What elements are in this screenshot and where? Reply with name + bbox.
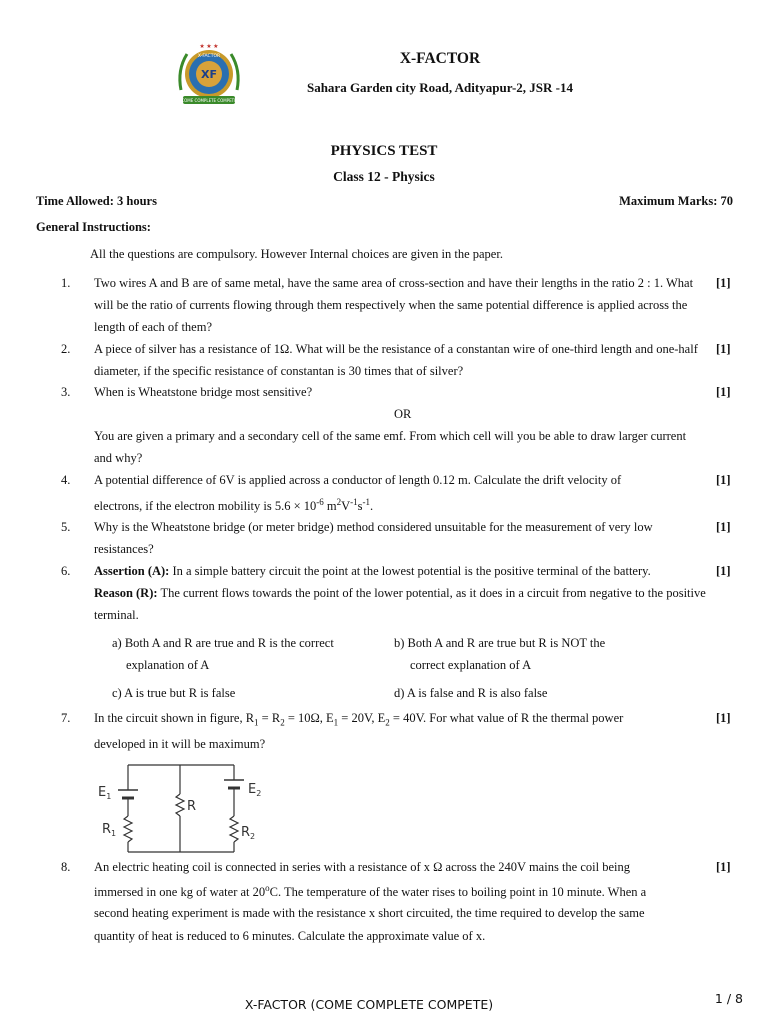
question-number: 6. (61, 564, 71, 578)
question-number: 7. (61, 711, 71, 725)
label-r2: $R_2$ (241, 825, 256, 841)
school-name: X-FACTOR (399, 50, 481, 67)
option-d: d) A is false and R is also false (394, 686, 548, 700)
question-number: 3. (61, 385, 71, 399)
question-number: 5. (61, 520, 71, 534)
question-marks: [1] (716, 473, 731, 487)
or-label: OR (394, 407, 412, 421)
svg-text:★ ★ ★: ★ ★ ★ (199, 44, 219, 50)
question-number: 8. (61, 860, 71, 874)
test-subtitle: Class 12 - Physics (333, 169, 435, 184)
question-number: 2. (61, 342, 71, 356)
label-e1: $E_1$ (98, 785, 112, 801)
question-text: An electric heating coil is connected in series with a resistance of x Ω across the 240V mains the coil being immersed in one kg of water at 20$^o$C. The temperature of the water rises to boiling point in 10 minute. When a second heating experiment is made with the resistance x short circuited, the time required to develop the same quantity of heat is reduced to 6 minutes. Calculate the approximate value of x. (94, 860, 647, 943)
question-text: You are given a primary and a secondary cell of the same emf. From which cell will you be able to draw larger current and why? (94, 429, 687, 465)
question-marks: [1] (716, 276, 731, 290)
svg-text:X-FACTOR: X-FACTOR (197, 54, 221, 59)
question-marks: [1] (716, 342, 731, 356)
question-number: 4. (61, 473, 71, 487)
question-marks: [1] (716, 564, 731, 578)
instructions-text: All the questions are compulsory. However Internal choices are given in the paper. (90, 247, 503, 261)
option-c: c) A is true but R is false (112, 686, 236, 700)
instructions-heading: General Instructions: (36, 220, 151, 234)
circuit-diagram (94, 760, 274, 856)
question-marks: [1] (716, 385, 731, 399)
question-text: Two wires A and B are of same metal, have the same area of cross-section and have their lengths in the ratio 2 : 1. What will be the ratio of currents flowing through them respectively when the same potential difference is applied across the length of each of them? (94, 276, 694, 334)
svg-text:XF: XF (201, 68, 217, 81)
school-logo (169, 40, 249, 110)
question-text: Why is the Wheatstone bridge (or meter bridge) method considered unsuitable for the measurement of very low resistances? (94, 520, 653, 556)
max-marks: Maximum Marks: 70 (619, 194, 733, 208)
page-number: 1 / 8 (714, 991, 743, 1006)
question-marks: [1] (716, 520, 731, 534)
page-footer: X-FACTOR (COME COMPLETE COMPETE) (244, 997, 494, 1012)
question-text: When is Wheatstone bridge most sensitive? (94, 385, 313, 399)
question-line: A potential difference of 6V is applied across a conductor of length 0.12 m. Calculate the drift velocity of (94, 473, 622, 487)
svg-text:COME COMPLETE COMPETE: COME COMPLETE COMPETE (181, 98, 237, 103)
school-address: Sahara Garden city Road, Adityapur-2, JSR -14 (306, 80, 574, 95)
question-text: A piece of silver has a resistance of 1Ω. What will be the resistance of a constantan wire of one-third length and one-half diameter, if the specific resistance of constantan is 30 times that of silver? (94, 342, 698, 378)
question-marks: [1] (716, 711, 731, 725)
question-line: electrons, if the electron mobility is $5.6 \times 10^{-6}$ $m^2V^{-1}s^{-1}$. (94, 496, 374, 513)
option-b: b) Both A and R are true but R is NOT the correct explanation of A (394, 636, 606, 672)
label-r1: $R_1$ (102, 822, 117, 838)
label-e2: $E_2$ (248, 782, 262, 798)
question-text: In the circuit shown in figure, $R_1 = R_2 = 10\Omega$, $E_1 = 20V$, $E_2 = 40V$. For what value of R the thermal power developed in it will be maximum? (94, 711, 624, 751)
question-text (94, 469, 706, 513)
label-r: R (187, 799, 197, 814)
time-allowed: Time Allowed: 3 hours (36, 194, 157, 208)
question-number: 1. (61, 276, 71, 290)
test-title: PHYSICS TEST (330, 143, 438, 159)
option-a: a) Both A and R are true and R is the correct explanation of A (112, 636, 334, 672)
question-marks: [1] (716, 860, 731, 874)
question-text: Assertion (A): In a simple battery circuit the point at the lowest potential is the positive terminal of the battery. Reason (R): The current flows towards the point of the lower potential, as it does in a circuit from negative to the positive terminal. (94, 564, 706, 622)
